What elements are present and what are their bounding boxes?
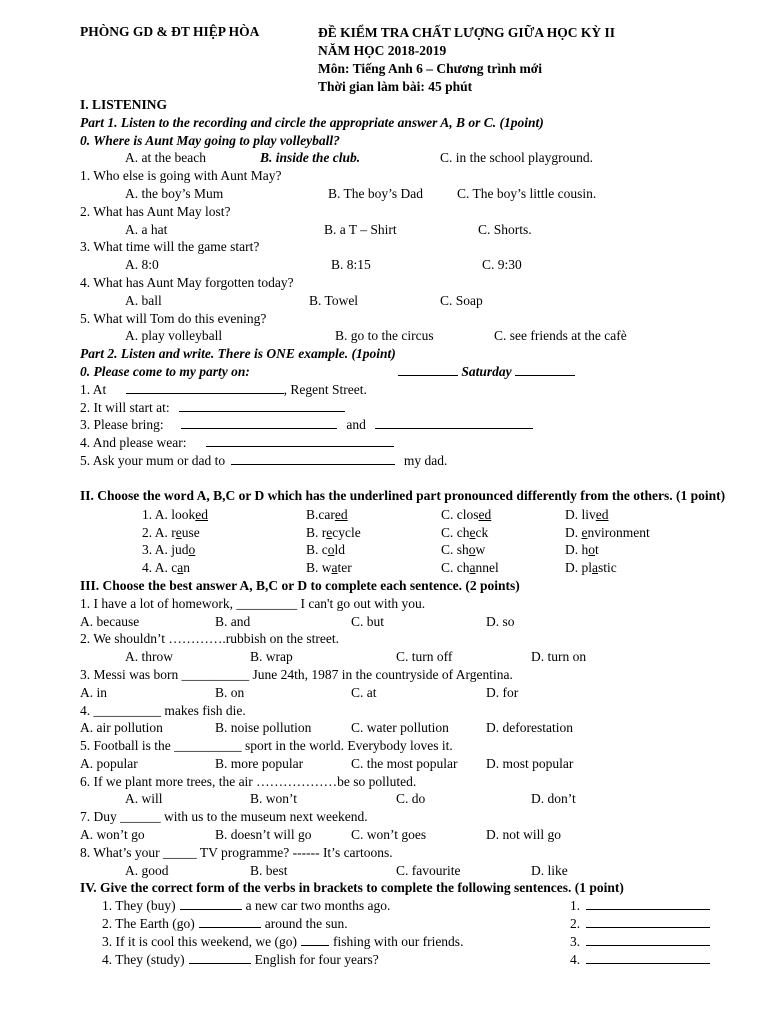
question-4-options — [80, 292, 750, 310]
part-2-example — [80, 363, 750, 381]
option-c: C. Soap — [440, 292, 483, 308]
section-2-title: II. Choose the word A, B,C or D which has the underlined part pronounced differently from the others. (1 point) — [80, 487, 726, 503]
option-a: A. play volleyball — [125, 328, 223, 344]
pronunciation-row — [80, 559, 750, 577]
verb-prompt: 2. The Earth (go) — [102, 916, 195, 932]
answer-line[interactable] — [586, 915, 710, 928]
part-2-item-5 — [80, 452, 750, 470]
mc-option: B. more popular — [215, 755, 304, 771]
mc-option: A. will — [125, 791, 163, 807]
section-3-questions — [80, 595, 750, 880]
mc-option: C. the most popular — [351, 755, 458, 771]
verb-prompt: 1. They (buy) — [102, 898, 176, 914]
question-0: 0. Where is Aunt May going to play volleyball? — [80, 132, 340, 148]
word-option: 3. A. judo — [142, 542, 196, 558]
option-c: C. 9:30 — [482, 257, 522, 273]
answer-blank[interactable] — [398, 363, 458, 376]
question-5: 5. What will Tom do this evening? — [80, 310, 267, 326]
part-2-item-1 — [80, 381, 750, 399]
school-year: NĂM HỌC 2018-2019 — [318, 43, 447, 58]
mc-option: C. water pollution — [351, 720, 449, 736]
mc-option: D. most popular — [486, 755, 574, 771]
word-option: B. recycle — [306, 524, 361, 540]
answer-line[interactable] — [586, 951, 710, 964]
school-name: PHÒNG GD & ĐT HIỆP HÒA — [80, 24, 260, 39]
word-option: B.cared — [306, 506, 348, 522]
part-2-item-2 — [80, 399, 750, 417]
answer-line[interactable] — [586, 897, 710, 910]
mc-option: B. and — [215, 613, 251, 629]
mc-option: C. turn off — [396, 649, 453, 665]
word-option: C. check — [441, 524, 489, 540]
verb-suffix: a new car two months ago. — [245, 898, 391, 914]
option-c: C. Shorts. — [478, 221, 532, 237]
answer-blank[interactable] — [206, 434, 394, 447]
mc-question: 8. What’s your _____ TV programme? ------ It’s cartoons. — [80, 844, 393, 860]
mc-option: B. wrap — [250, 649, 293, 665]
question-2-options — [80, 221, 750, 239]
section-4-items — [80, 897, 750, 968]
mc-question: 6. If we plant more trees, the air ………………be so polluted. — [80, 773, 417, 789]
item-prompt: 3. Please bring: — [80, 417, 164, 433]
mc-option: C. favourite — [396, 862, 461, 878]
section-3-title: III. Choose the best answer A, B,C or D to complete each sentence. (2 points) — [80, 577, 520, 593]
mc-question: 2. We shouldn’t ………….rubbish on the street. — [80, 631, 340, 647]
verb-suffix: fishing with our friends. — [332, 933, 464, 949]
answer-number: 1. — [570, 898, 581, 914]
mc-question: 1. I have a lot of homework, _________ I can't go out with you. — [80, 595, 426, 611]
section-1-title: I. LISTENING — [80, 97, 168, 112]
answer-line[interactable] — [586, 933, 710, 946]
word-option: B. cold — [306, 542, 346, 558]
pronunciation-row — [80, 506, 750, 524]
option-b: B. inside the club. — [260, 150, 361, 166]
verb-item — [80, 897, 750, 915]
mc-option: D. for — [486, 684, 519, 700]
answer-blank[interactable] — [375, 416, 533, 429]
duration: Thời gian làm bài: 45 phút — [318, 79, 473, 94]
verb-item — [80, 915, 750, 933]
subject: Môn: Tiếng Anh 6 – Chương trình mới — [318, 61, 542, 76]
section-4-title: IV. Give the correct form of the verbs in brackets to complete the following sentences. (1 point) — [80, 880, 624, 896]
exam-content — [80, 96, 750, 968]
verb-item — [80, 951, 750, 969]
mc-option: A. because — [80, 613, 140, 629]
pronunciation-row — [80, 524, 750, 542]
option-c: C. see friends at the cafè — [494, 328, 627, 344]
verb-prompt: 4. They (study) — [102, 951, 185, 967]
verb-blank[interactable] — [189, 951, 251, 964]
verb-item — [80, 933, 750, 951]
option-a: A. a hat — [125, 221, 168, 237]
question-3: 3. What time will the game start? — [80, 239, 260, 255]
word-option: D. hot — [565, 542, 599, 558]
mc-option: B. best — [250, 862, 288, 878]
answer-number: 3. — [570, 933, 581, 949]
mc-options — [80, 755, 750, 773]
mc-option: A. good — [125, 862, 169, 878]
word-option: 2. A. reuse — [142, 524, 200, 540]
word-option: C. closed — [441, 506, 492, 522]
mc-option: A. throw — [125, 649, 173, 665]
verb-prompt: 3. If it is cool this weekend, we (go) — [102, 933, 297, 949]
pronunciation-row — [80, 541, 750, 559]
question-4: 4. What has Aunt May forgotten today? — [80, 274, 294, 290]
mc-options — [80, 648, 750, 666]
item-prompt: 2. It will start at: — [80, 399, 170, 415]
mc-options — [80, 826, 750, 844]
example-answer — [398, 363, 575, 381]
mc-options — [80, 719, 750, 737]
word-option: 1. A. looked — [142, 506, 209, 522]
mc-option: D. don’t — [531, 791, 576, 807]
mc-option: B. on — [215, 684, 245, 700]
mc-option: C. but — [351, 613, 385, 629]
word-option: C. show — [441, 542, 486, 558]
word-option: D. lived — [565, 506, 609, 522]
option-a: A. at the beach — [125, 150, 206, 166]
verb-suffix: English for four years? — [254, 951, 379, 967]
mc-options — [80, 790, 750, 808]
mc-option: D. like — [531, 862, 568, 878]
part-2-title: Part 2. Listen and write. There is ONE example. (1point) — [80, 346, 396, 362]
mc-option: B. won’t — [250, 791, 298, 807]
mc-option: A. in — [80, 684, 107, 700]
mc-option: C. won’t goes — [351, 827, 427, 843]
example-answer-text: Saturday — [461, 363, 512, 379]
word-option: D. environment — [565, 524, 650, 540]
mc-options — [80, 862, 750, 880]
question-5-options — [80, 327, 750, 345]
verb-blank[interactable] — [180, 897, 242, 910]
item-prompt: 5. Ask your mum or dad to — [80, 452, 226, 468]
exam-title-block — [318, 24, 615, 96]
word-option: B. water — [306, 560, 352, 576]
part-1-title: Part 1. Listen to the recording and circle the appropriate answer A, B or C. (1point) — [80, 114, 544, 130]
section-2-rows — [80, 506, 750, 577]
item-prompt: 4. And please wear: — [80, 435, 187, 451]
mc-options — [80, 684, 750, 702]
mc-option: D. so — [486, 613, 515, 629]
option-b: B. 8:15 — [331, 257, 371, 273]
mc-question: 7. Duy ______ with us to the museum next weekend. — [80, 809, 368, 825]
option-a: A. 8:0 — [125, 257, 159, 273]
item-prompt: 1. At — [80, 381, 107, 397]
mc-option: C. at — [351, 684, 377, 700]
mc-option: B. doesn’t will go — [215, 827, 312, 843]
option-a: A. the boy’s Mum — [125, 185, 224, 201]
mc-option: A. air pollution — [80, 720, 163, 736]
mc-question: 3. Messi was born __________ June 24th, 1987 in the countryside of Argentina. — [80, 666, 513, 682]
question-2: 2. What has Aunt May lost? — [80, 203, 231, 219]
part-2-item-3 — [80, 416, 750, 434]
answer-blank[interactable] — [126, 381, 284, 394]
question-1-options — [80, 185, 750, 203]
mc-options — [80, 613, 750, 631]
item-suffix: my dad. — [403, 452, 448, 468]
answer-blank[interactable] — [515, 363, 575, 376]
exam-title: ĐỀ KIỂM TRA CHẤT LƯỢNG GIỮA HỌC KỲ II — [318, 25, 616, 40]
answer-blank[interactable] — [181, 416, 337, 429]
mc-option: D. turn on — [531, 649, 587, 665]
mc-option: C. do — [396, 791, 426, 807]
example-text: 0. Please come to my party on: — [80, 363, 250, 379]
part-2-item-4 — [80, 434, 750, 452]
question-3-options — [80, 256, 750, 274]
verb-blank[interactable] — [199, 915, 261, 928]
option-b: B. a T – Shirt — [324, 221, 397, 237]
verb-blank[interactable] — [301, 933, 329, 946]
answer-number: 4. — [570, 951, 581, 967]
item-connector: and — [346, 417, 366, 433]
word-option: D. plastic — [565, 560, 617, 576]
mc-option: D. deforestation — [486, 720, 573, 736]
mc-option: D. not will go — [486, 827, 562, 843]
option-b: B. Towel — [309, 292, 359, 308]
option-b: B. go to the circus — [335, 328, 434, 344]
mc-option: B. noise pollution — [215, 720, 312, 736]
answer-number: 2. — [570, 916, 581, 932]
word-option: 4. A. can — [142, 560, 190, 576]
question-0-options — [80, 149, 750, 167]
option-b: B. The boy’s Dad — [328, 185, 423, 201]
mc-question: 4. __________ makes fish die. — [80, 702, 246, 718]
option-c: C. in the school playground. — [440, 150, 593, 166]
mc-option: A. popular — [80, 755, 138, 771]
word-option: C. channel — [441, 560, 499, 576]
option-a: A. ball — [125, 292, 162, 308]
item-suffix: , Regent Street. — [283, 381, 367, 397]
option-c: C. The boy’s little cousin. — [457, 185, 597, 201]
mc-question: 5. Football is the __________ sport in the world. Everybody loves it. — [80, 738, 453, 754]
answer-blank[interactable] — [231, 452, 395, 465]
answer-blank[interactable] — [179, 399, 345, 412]
verb-suffix: around the sun. — [264, 916, 348, 932]
question-1: 1. Who else is going with Aunt May? — [80, 168, 282, 184]
mc-option: A. won’t go — [80, 827, 145, 843]
